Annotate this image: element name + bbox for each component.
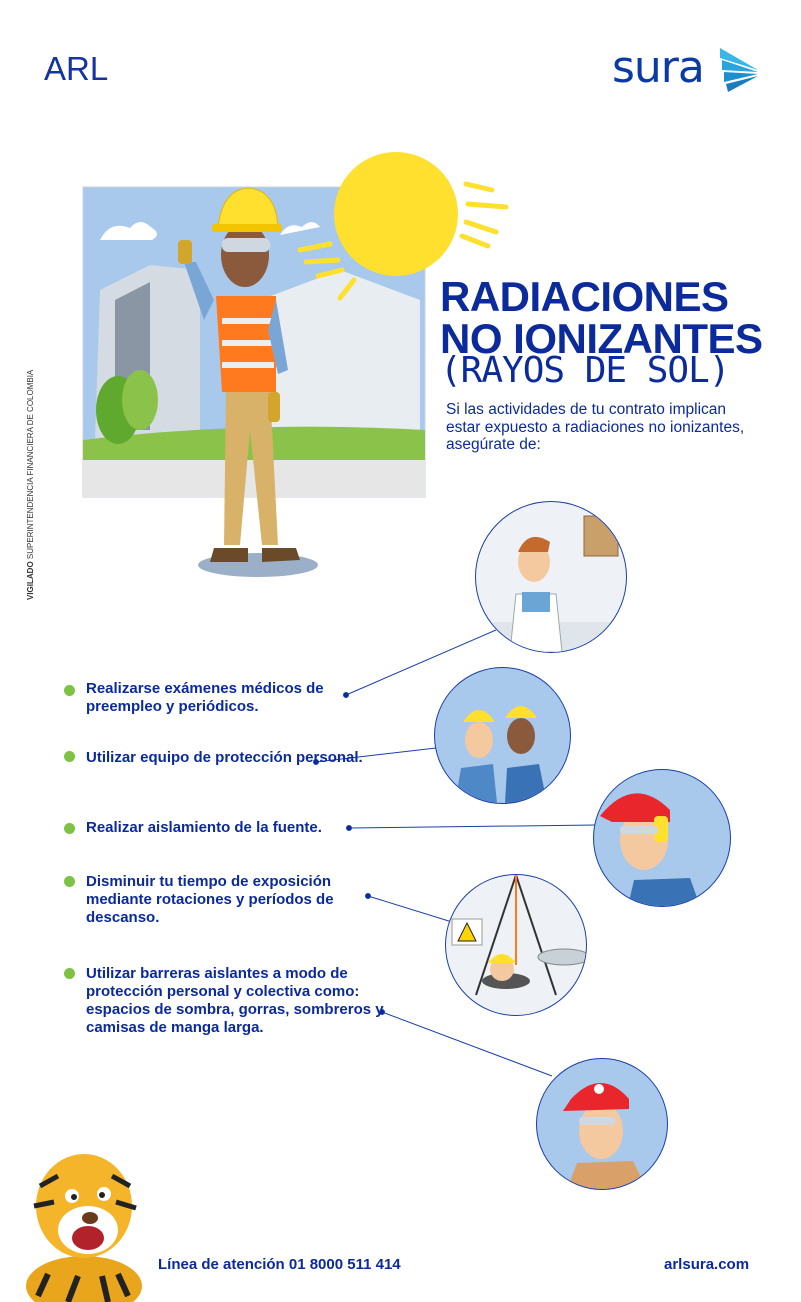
workers-helmets-circle-image — [434, 667, 571, 804]
recommendation-barriers: Utilizar barreras aislantes a modo de protección personal y colectiva como: espacios de sombra, gorras, sombreros y camisas de manga larga. — [86, 965, 384, 1036]
title-line-2: NO IONIZANTES — [440, 315, 763, 362]
bullet-dot — [64, 685, 75, 696]
title-line-1: RADIACIONES — [440, 273, 729, 320]
intro-text: Si las actividades de tu contrato implican estar expuesto a radiaciones no ionizantes, asegúrate de: — [446, 401, 745, 453]
bullet-dot — [64, 876, 75, 887]
page-subtitle: (RAYOS DE SOL) — [440, 350, 730, 391]
cap-sleeves-circle-image — [536, 1058, 668, 1190]
tiger-mascot — [18, 1146, 153, 1302]
arl-label: ARL — [44, 50, 109, 87]
vigilado-label: VIGILADO — [26, 561, 35, 600]
bullet-dot — [64, 751, 75, 762]
website-link[interactable]: arlsura.com — [664, 1256, 750, 1273]
hearing-protection-circle-image — [593, 769, 731, 907]
bullet-dot — [64, 968, 75, 979]
bullet-dot — [64, 823, 75, 834]
recommendation-reduce-exposure: Disminuir tu tiempo de exposición mediante rotaciones y períodos de descanso. — [86, 873, 334, 926]
doctor-circle-image — [475, 501, 627, 653]
vigilado-entity: SUPERINTENDENCIA FINANCIERA DE COLOMBIA — [26, 369, 35, 560]
sura-logo-text: sura — [612, 42, 704, 93]
recommendation-protective-equipment: Utilizar equipo de protección personal. — [86, 749, 363, 766]
recommendation-medical-exams: Realizarse exámenes médicos de preempleo y periódicos. — [86, 680, 324, 715]
recommendation-source-isolation: Realizar aislamiento de la fuente. — [86, 819, 322, 836]
support-phone-line: Línea de atención 01 8000 511 414 — [158, 1256, 401, 1273]
confined-space-circle-image — [445, 874, 587, 1016]
